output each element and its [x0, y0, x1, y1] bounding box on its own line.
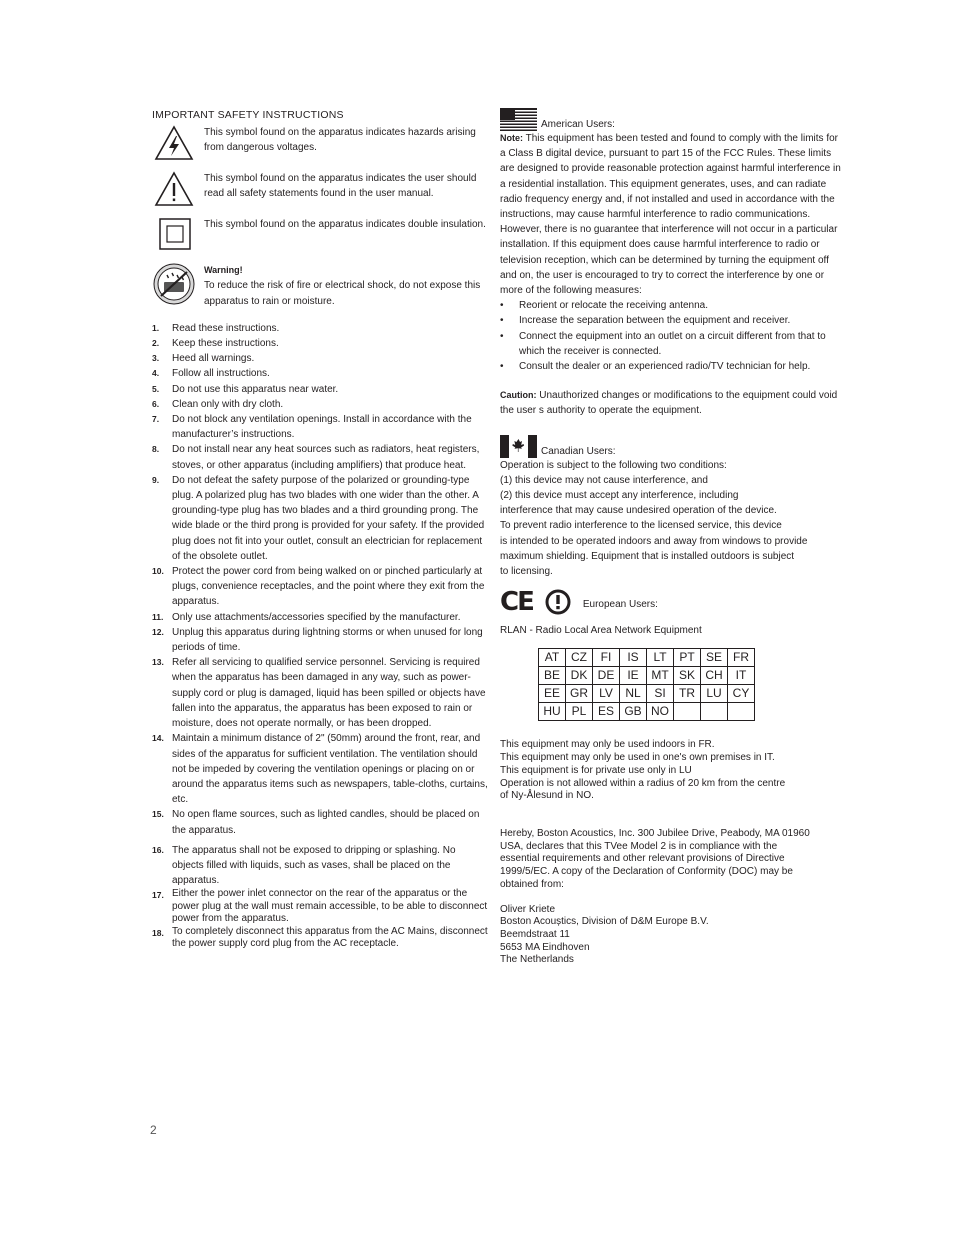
declaration-of-conformity — [500, 828, 846, 892]
insulation-symbol-row — [152, 217, 488, 257]
canadian-line: to licensing. — [500, 566, 553, 578]
lightning-warning-icon — [152, 125, 196, 165]
instruction-text: Keep these instructions. — [172, 338, 279, 350]
instruction-item — [152, 412, 488, 442]
country-cell — [674, 703, 701, 721]
address-line: Oliver Kriete — [500, 903, 556, 915]
country-cell: HU — [539, 703, 566, 721]
instruction-number: 13. — [152, 657, 164, 668]
country-cell: PT — [674, 649, 701, 667]
bullet: • — [500, 361, 504, 373]
country-cell: IT — [728, 667, 755, 685]
instruction-number: 6. — [152, 398, 160, 409]
exclamation-warning-icon — [152, 171, 196, 211]
country-cell: IS — [620, 649, 647, 667]
instruction-number: 14. — [152, 733, 164, 744]
european-users-header — [500, 587, 846, 618]
measure-text: Increase the separation between the equipment and receiver. — [519, 315, 791, 327]
instruction-number: 9. — [152, 474, 160, 485]
instruction-item — [152, 336, 488, 351]
measure-item — [500, 359, 846, 374]
section-heading: IMPORTANT SAFETY INSTRUCTIONS — [152, 109, 344, 121]
fcc-note — [500, 131, 846, 298]
safety-instructions-list — [152, 321, 488, 951]
country-restrictions — [500, 739, 846, 803]
instruction-item — [152, 366, 488, 381]
instruction-text: Refer all servicing to qualified service personnel. Servicing is required when the apparatus has been damaged in any way, such as power-supply cord or plug is damaged, liquid has been spilled or objects have fallen into the apparatus, the apparatus has been exposed to rain or moisture, does not operate normally, or has been dropped. — [172, 657, 486, 730]
instruction-item — [152, 655, 488, 731]
instruction-text: Either the power inlet connector on the rear of the apparatus or the power plug at the wall must remain accessible, to be able to disconnect power from the apparatus. — [172, 888, 488, 925]
declaration-line: Hereby, Boston Acoustics, Inc. 300 Jubilee Drive, Peabody, MA 01960 — [500, 828, 810, 839]
country-cell: DK — [566, 667, 593, 685]
instruction-number: 15. — [152, 809, 164, 820]
bullet: • — [500, 300, 504, 312]
country-cell: LV — [593, 685, 620, 703]
ce-mark: CE — [500, 587, 533, 618]
country-cell: ES — [593, 703, 620, 721]
restriction-line: This equipment may only be used indoors in FR. — [500, 739, 715, 751]
american-users-header — [500, 108, 846, 131]
country-cell: TR — [674, 685, 701, 703]
country-cell: SK — [674, 667, 701, 685]
caution-label: Caution: — [500, 390, 537, 401]
instruction-item — [152, 888, 488, 926]
address-line: The Netherlands — [500, 954, 574, 966]
country-cell: BE — [539, 667, 566, 685]
country-cell: MT — [647, 667, 674, 685]
country-cell: SE — [701, 649, 728, 667]
country-cell: GB — [620, 703, 647, 721]
instruction-number: 5. — [152, 383, 160, 394]
country-cell: LT — [647, 649, 674, 667]
instruction-text: Do not block any ventilation openings. Install in accordance with the manufacturer’s instructions. — [172, 414, 472, 441]
declaration-line: obtained from: — [500, 878, 564, 890]
instruction-text: To completely disconnect this apparatus from the AC Mains, disconnect the power supply cord plug from the AC receptacle. — [172, 925, 488, 950]
european-users-label: European Users: — [582, 599, 658, 611]
country-cell: CH — [701, 667, 728, 685]
alert-circle-icon — [545, 589, 571, 615]
declaration-line: USA, declares that this TVee Model 2 is in compliance with the — [500, 840, 778, 852]
instruction-number: 18. — [152, 927, 164, 938]
instruction-text: Maintain a minimum distance of 2" (50mm) around the front, rear, and sides of the apparatus for sufficient ventilation. The ventilation should not be impeded by covering the ventilation openings or placing on or around the apparatus items such as newspapers, table-cloths, curtains, etc. — [172, 733, 488, 806]
country-cell: FR — [728, 649, 755, 667]
instruction-item — [152, 807, 488, 837]
instruction-item — [152, 442, 488, 472]
country-cell: IE — [620, 667, 647, 685]
country-cell: DE — [593, 667, 620, 685]
caution-text: Unauthorized changes or modifications to the equipment could void the user s authority to operate the equipment. — [500, 390, 838, 417]
instruction-number: 2. — [152, 338, 160, 349]
country-cell: GR — [566, 685, 593, 703]
declaration-line: essential requirements and other relevant provisions of Directive — [500, 853, 785, 865]
canadian-line: To prevent radio interference to the licensed service, this device — [500, 520, 782, 532]
table-row — [539, 649, 755, 667]
country-cell — [701, 703, 728, 721]
measure-text: Connect the equipment into an outlet on a circuit different from that to which the receiver is connected. — [519, 330, 826, 357]
american-users-label: American Users: — [541, 119, 615, 130]
rain-moisture-warning-icon — [152, 263, 196, 303]
restriction-line: Operation is not allowed within a radius of 20 km from the centre — [500, 777, 786, 789]
restriction-line: This equipment is for private use only in LU — [500, 764, 692, 776]
instruction-item — [152, 564, 488, 610]
instruction-number: 3. — [152, 353, 160, 364]
right-column — [500, 108, 846, 967]
warning-text: To reduce the risk of fire or electrical shock, do not expose this apparatus to rain or moisture. — [204, 280, 481, 307]
instruction-item — [152, 926, 488, 951]
us-flag-icon — [500, 108, 537, 131]
instruction-text: Only use attachments/accessories specified by the manufacturer. — [172, 611, 461, 623]
instruction-item — [152, 397, 488, 412]
instruction-item — [152, 610, 488, 625]
restriction-line: This equipment may only be used in one's own premises in IT. — [500, 752, 775, 764]
note-text: This equipment has been tested and found to comply with the limits for a Class B digital device, pursuant to part 15 of the FCC Rules. These limits are designed to provide reasonable protection against harmful interference in a residential installation. This equipment generates, uses, and can radiate radio frequency energy and, if not installed and used in accordance with the instructions, may cause harmful interference to radio communications. However, there is no guarantee that interference will not occur in a particular installation. If this equipment does cause harmful interference to radio or television reception, which can be determined by turning the equipment off and on, the user is encouraged to try to correct the interference by one or more of the following measures: — [500, 133, 841, 297]
instruction-number: 16. — [152, 844, 164, 855]
instruction-number: 12. — [152, 626, 164, 637]
country-cell: EE — [539, 685, 566, 703]
read-symbol-row — [152, 171, 488, 211]
canadian-conditions — [500, 458, 846, 580]
table-row — [539, 685, 755, 703]
country-code-table — [538, 648, 755, 721]
declaration-line: 1999/5/EC. A copy of the Declaration of Conformity (DOC) may be — [500, 866, 793, 878]
canadian-users-header — [500, 435, 846, 458]
instruction-text: No open flame sources, such as lighted candles, should be placed on the apparatus. — [172, 809, 480, 836]
measure-text: Reorient or relocate the receiving antenna. — [519, 300, 709, 312]
hazard-symbol-text: This symbol found on the apparatus indicates hazards arising from dangerous voltages. — [204, 127, 476, 154]
restriction-line: of Ny-Ålesund in NO. — [500, 790, 594, 802]
instruction-text: The apparatus shall not be exposed to dripping or splashing. No objects filled with liquids, such as vases, shall be placed on the apparatus. — [172, 844, 456, 887]
read-symbol-text: This symbol found on the apparatus indicates the user should read all safety statements found in the user manual. — [204, 173, 477, 200]
address-line: 5653 MA Eindhoven — [500, 941, 590, 953]
country-cell — [728, 703, 755, 721]
contact-address — [500, 904, 846, 968]
canadian-line: is intended to be operated indoors and away from windows to provide — [500, 535, 808, 547]
measure-item — [500, 329, 846, 359]
left-column — [152, 108, 488, 951]
measure-item — [500, 313, 846, 328]
measure-text: Consult the dealer or an experienced radio/TV technician for help. — [519, 361, 811, 373]
warning-text-block — [196, 263, 488, 309]
instruction-number: 8. — [152, 444, 160, 455]
country-cell: CZ — [566, 649, 593, 667]
instruction-number: 10. — [152, 566, 164, 577]
canadian-line: interference that may cause undesired operation of the device. — [500, 505, 777, 517]
page-number: 2 — [150, 1123, 157, 1137]
instruction-item — [152, 321, 488, 336]
address-line: Beemdstraat 11 — [500, 928, 570, 940]
table-row — [539, 703, 755, 721]
canadian-line: Operation is subject to the following two conditions: — [500, 459, 727, 471]
country-cell: PL — [566, 703, 593, 721]
instruction-text: Do not use this apparatus near water. — [172, 383, 339, 395]
country-cell: SI — [647, 685, 674, 703]
warning-row — [152, 263, 488, 309]
instruction-text: Heed all warnings. — [172, 353, 255, 365]
country-cell: LU — [701, 685, 728, 703]
address-line: Boston Acouștics, Division of D&M Europe B.V. — [500, 916, 709, 928]
instruction-text: Do not install near any heat sources such as radiators, heat registers, stoves, or other apparatus (including amplifiers) that produce heat. — [172, 444, 480, 471]
canadian-line: (1) this device may not cause interference, and — [500, 474, 708, 486]
double-insulation-icon — [152, 217, 196, 257]
canadian-users-label: Canadian Users: — [541, 445, 616, 457]
note-label: Note: — [500, 133, 523, 143]
country-cell: AT — [539, 649, 566, 667]
instruction-item — [152, 731, 488, 807]
country-cell: CY — [728, 685, 755, 703]
hazard-symbol-row — [152, 125, 488, 165]
interference-measures-list — [500, 298, 846, 374]
country-cell: NO — [647, 703, 674, 721]
instruction-text: Read these instructions. — [172, 322, 280, 334]
instruction-item — [152, 382, 488, 397]
instruction-text: Unplug this apparatus during lightning storms or when unused for long periods of time. — [172, 626, 483, 654]
instruction-number: 17. — [152, 890, 164, 901]
country-cell: NL — [620, 685, 647, 703]
caution-paragraph — [500, 388, 846, 418]
canadian-line: maximum shielding. Equipment that is installed outdoors is subject — [500, 550, 795, 562]
bullet: • — [500, 315, 504, 327]
country-cell: FI — [593, 649, 620, 667]
instruction-item — [152, 843, 488, 889]
instruction-text: Do not defeat the safety purpose of the polarized or grounding-type plug. A polarized plug has two blades with one wider than the other. A grounding-type plug has two blades and a third grounding prong. The wide blade or the third prong is provided for your safety. If the provided plug does not fit into your outlet, consult an electrician for replacement of the obsolete outlet. — [172, 474, 485, 562]
instruction-text: Clean only with dry cloth. — [172, 398, 284, 410]
canada-flag-icon — [500, 435, 537, 458]
instruction-text: Follow all instructions. — [172, 368, 270, 380]
instruction-number: 4. — [152, 368, 160, 379]
warning-title: Warning! — [204, 265, 243, 276]
rlan-label: RLAN - Radio Local Area Network Equipment — [500, 625, 702, 637]
instruction-item — [152, 625, 488, 655]
instruction-number: 11. — [152, 611, 164, 622]
instruction-item — [152, 351, 488, 366]
measure-item — [500, 298, 846, 313]
insulation-symbol-text: This symbol found on the apparatus indicates double insulation. — [204, 219, 486, 231]
table-row — [539, 667, 755, 685]
bullet: • — [500, 330, 504, 342]
instruction-number: 1. — [152, 322, 160, 333]
instruction-text: Protect the power cord from being walked on or pinched particularly at plugs, convenience receptacles, and the point where they exit from the apparatus. — [172, 566, 485, 608]
instruction-item — [152, 473, 488, 564]
instruction-number: 7. — [152, 414, 160, 425]
canadian-line: (2) this device must accept any interference, including — [500, 490, 739, 502]
